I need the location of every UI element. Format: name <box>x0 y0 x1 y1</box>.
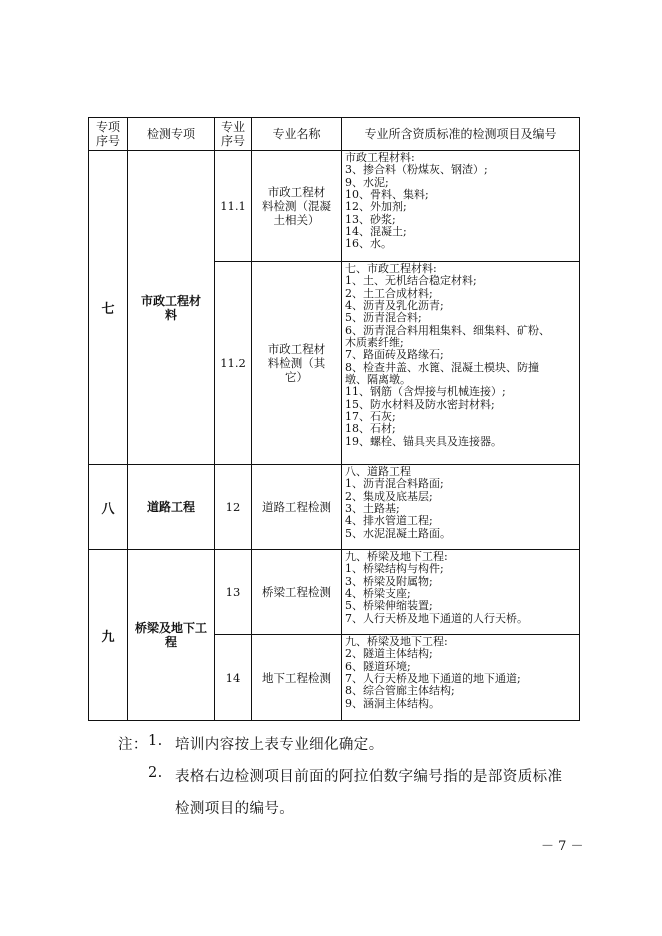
spec-number: 11.2 <box>215 262 252 465</box>
header-seq: 专项 序号 <box>89 118 128 151</box>
qualification-table <box>88 117 580 721</box>
table-row <box>89 465 580 550</box>
group-seq: 八 <box>89 465 128 550</box>
group-category: 道路工程 <box>128 465 215 550</box>
header-spec-name: 专业名称 <box>252 118 342 151</box>
note-label: 注： <box>118 737 148 753</box>
spec-number: 13 <box>215 550 252 635</box>
spec-name: 道路工程检测 <box>252 465 342 550</box>
spec-name: 市政工程材 料检测（其 它） <box>252 262 342 465</box>
spec-items: 九、桥梁及地下工程: 2、隧道主体结构; 6、隧道环境; 7、人行天桥及地下通道的地下通道; 8、综合管廊主体结构; 9、涵洞主体结构。 <box>342 635 580 721</box>
table-row <box>89 151 580 262</box>
group-category: 桥梁及地下工 程 <box>128 550 215 721</box>
group-seq: 九 <box>89 550 128 721</box>
note-2-text-line1: 表格右边检测项目前面的阿拉伯数字编号指的是部资质标准 <box>175 769 563 785</box>
header-items: 专业所含资质标准的检测项目及编号 <box>342 118 580 151</box>
header-spec-no: 专业 序号 <box>215 118 252 151</box>
note-1-text: 培训内容按上表专业细化确定。 <box>175 737 384 753</box>
spec-items: 八、道路工程 1、沥青混合料路面; 2、集成及底基层; 3、土路基; 4、排水管道工程; 5、水泥混凝土路面。 <box>342 465 580 550</box>
spec-number: 14 <box>215 635 252 721</box>
spec-name: 地下工程检测 <box>252 635 342 721</box>
table-header-row <box>89 118 580 151</box>
spec-items: 市政工程材料: 3、掺合料（粉煤灰、钢渣）; 9、水泥; 10、骨料、集料; 12、外加剂; 13、砂浆; 14、混凝土; 16、水。 <box>342 151 580 262</box>
spec-number: 12 <box>215 465 252 550</box>
spec-name: 市政工程材 料检测（混凝 土相关） <box>252 151 342 262</box>
page-number: － 7 － <box>541 839 584 854</box>
spec-number: 11.1 <box>215 151 252 262</box>
group-seq: 七 <box>89 151 128 465</box>
header-category: 检测专项 <box>128 118 215 151</box>
table-row <box>89 550 580 635</box>
group-category: 市政工程材 料 <box>128 151 215 465</box>
spec-items: 七、市政工程材料: 1、土、无机结合稳定材料; 2、土工合成材料; 4、沥青及乳化沥青; 5、沥青混合料; 6、沥青混合料用粗集料、细集料、矿粉、 木质素纤维; 7、路面砖及路缘石; 8、检查井盖、水篦、混凝土模块、防撞 墩、隔离墩。 11、钢筋（含焊接与机械连接）; 15、防水材料及防水密封材料; 17、石灰; 18、石材; 19、螺栓、锚具夹具及连接器。 <box>342 262 580 465</box>
note-2-text-line2: 检测项目的编号。 <box>175 801 295 817</box>
note-1-number: 1. <box>148 733 163 749</box>
spec-name: 桥梁工程检测 <box>252 550 342 635</box>
spec-items: 九、桥梁及地下工程: 1、桥梁结构与构件; 3、桥梁及附属物; 4、桥梁支座; 5、桥梁伸缩装置; 7、人行天桥及地下通道的人行天桥。 <box>342 550 580 635</box>
note-2-number: 2. <box>148 765 163 781</box>
